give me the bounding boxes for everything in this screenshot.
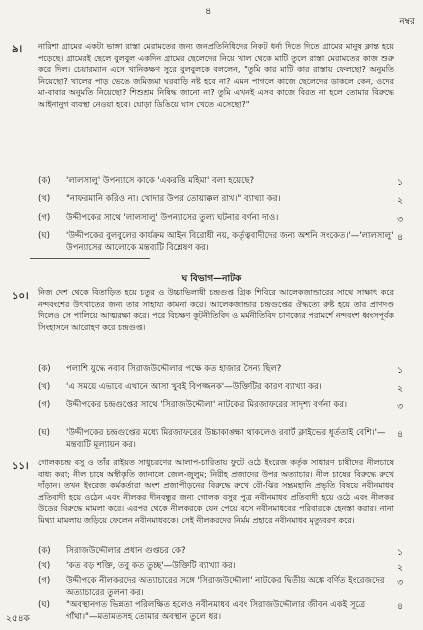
marks-value: ৩	[397, 578, 403, 588]
sub-text: উদ্দীপকে নীলকরদের অত্যাচারের সঙ্গে 'সিরাজউদ্দৌলা' নাটকের দ্বিতীয় অঙ্কে বর্ণিত ইংরেজদের অত্যাচারের তুলনা কর।	[66, 576, 385, 598]
sub-text: 'এ সময়ে এভাবে এখানে আসা খুবই বিপজ্জনক'—উক্তিটির কারণ ব্যাখ্যা কর।	[66, 382, 322, 392]
marks-value: ৪	[397, 602, 403, 612]
question-number: ১০।	[12, 291, 29, 302]
sub-label: (ঘ)	[38, 428, 50, 438]
question-stem: নিজ দেশ থেকে বিতাড়িত হয়ে চতুর ও উচ্চাভিলাষী চন্দ্রগুপ্ত গ্রিক শিবিরে আলেকজান্ডারের সাথে সাক্ষাৎ করে নন্দবংশের উৎখাতের জন্য তার সাহায্য কামনা করে। আলেকজান্ডার চন্দ্রগুপ্তের ঔদ্ধত্যে রুষ্ট হয়ে তার প্রাণদণ্ড দিলেও সে পালিয়ে আত্মরক্ষা করে। পরে বিচক্ষণ কূটনীতিবিদ ও মর্মনীতিবিদ চাণক্যের পরামর্শে নন্দবংশ ধ্বংসপূর্বক সিংহাসনে আরোহণ করে চন্দ্রগুপ্ত।	[38, 288, 394, 332]
sub-label: (ক)	[38, 176, 51, 186]
footer-code: ২৫৪ক	[6, 614, 30, 624]
sub-label: (ক)	[38, 364, 51, 374]
sub-label: (ঘ)	[38, 231, 50, 241]
question-stem: নারিশা গ্রামের একটা ভাঙ্গা রাস্তা মেরামতের জন্য জনপ্রতিনিধিদের নিকট ধর্না দিতে দিতে গ্রামের মানুষ ক্লান্ত হয়ে পড়েছে। গ্রামেরই ছেলে বুলবুল একদিন গ্রামের ছেলেদের নিয়ে খাল থেকে মাটি তুলে রাস্তা মেরামতের কাজ শুরু করে দিল। চেয়ারম্যান এসে খানিকক্ষণ সুরে বুলবুলকে বললেন, "তুমি কার মাটি কার রাস্তায় ফেলছো? অনুমতি নিয়েছো? খালের পাড় ভেঙে জমিজমা ঘরবাড়ি নষ্ট হবে না? এমন পাগলে কাজে ছেলেদের ডাকলে কেন, ওদের মা-বাবার অনুমতি নিয়েছো? শিশুশ্রম নিষিদ্ধ জানো না? তুমি এখনই এসব কাজে বিরত না হলে তোমার বিরুদ্ধে আইনানুগ ব্যবস্থা নেওয়া হবে। ঘোড়া ডিঙিয়ে ঘাস খেতে এসেছো?"	[38, 42, 394, 109]
section-title: ঘ বিভাগ—নাটক	[181, 274, 242, 284]
marks-value: ২	[397, 563, 403, 573]
sub-label: (ক)	[38, 546, 51, 556]
sub-label: (গ)	[38, 576, 51, 586]
sub-text: উদ্দীপকের চন্দ্রগুপ্তের সাথে 'সিরাজউদ্দৌলা' নাটকের মিরজাফরের সাদৃশ্য বর্ণনা কর।	[66, 400, 348, 410]
marks-value: ১	[397, 178, 403, 188]
marks-value: ৪	[397, 233, 403, 243]
sub-text: "নাফরমানি করিও না। খোদার উপর তোয়াক্কল রাখ।" ব্যাখ্যা কর।	[66, 194, 281, 204]
sub-label: (গ)	[38, 213, 51, 223]
sub-text: "অবস্থানগত ভিন্নতা পরিলক্ষিত হলেও নবীনমাধব এবং সিরাজউদ্দৌলার জীবন একই সূত্রে গাঁথা।"—মতামতসহ তোমার অবস্থান তুলে ধর।	[66, 600, 366, 622]
sub-text: পলাশি যুদ্ধে নবাব সিরাজউদ্দৌলার পক্ষে কত হাজার সৈন্য ছিল?	[66, 364, 282, 374]
page-number: ৪	[205, 6, 212, 17]
question-stem: গোলকচন্দ্র বসু ও তাঁর রাইয়ত সাধুচরণের আলাপ-চারিতায় ফুটে ওঠে ইংরেজ কর্তৃক সাধারণ চাষীদের নীলচাষে বাধ্য করা; নীল চাষে অস্বীকৃতি জানালে জেল-জুলুম; নিরীহ প্রজাদের উপর অত্যাচার। নীল চাষের বিরুদ্ধে রুখে দাঁড়ান। তখন ইংরেজ কর্মকর্তারা অংশ প্রজাপীড়নের বিরুদ্ধে রুখে বৌ-ঝির সম্ভ্রমহানি প্রভৃতি বিষয়ে নবীনমাধব প্রতিবাদী হয়ে ওঠেন এবং নীলকর দীনবন্ধুর জন্য গোলক বসুর পুত্র নবীনমাধব প্রতিবাদী হয়ে ওঠে এবং নীলকর উডের বিরুদ্ধে মামলা করে। এরপর থেকে নীলকরকে যেন পেয়ে বসে নবীনমাধবের পরিবারকে হেনস্তা করার। নানা মিথ্যা মামলায় জড়িয়ে ফেলেন নবীনমাধবকে। সেই নীলকরদের নির্মম প্রহারে নবীনমাধব মৃত্যুবরণ করে।	[38, 458, 394, 525]
marks-value: ২	[397, 384, 403, 394]
sub-text: 'উদ্দীপকের চন্দ্রগুপ্তের মধ্যে মিরজাফরের উচ্চাকাঙ্ক্ষা থাকলেও রবার্ট ক্লাইভের ধূর্ততাই বেশি।'—মন্তব্যটি মূল্যায়ন কর।	[66, 428, 386, 450]
marks-value: ১	[397, 366, 403, 376]
marks-header: নম্বর	[399, 17, 415, 27]
divider	[30, 258, 150, 259]
sub-text: 'লালসালু' উপন্যাসে কাকে 'একরত্তি মহিমা' বলা হয়েছে?	[66, 176, 255, 186]
sub-label: (খ)	[38, 194, 51, 204]
marks-value: ১	[397, 548, 403, 558]
marks-value: ২	[397, 196, 403, 206]
sub-label: (খ)	[38, 561, 51, 571]
sub-text: 'উদ্দীপকের বুলবুলের কার্যক্রম আইন বিরোধী নয়, কর্তৃত্ববাদীদের জন্য অশনি সংকেত।'—'লালসালু' উপন্যাসের আলোকে মন্তব্যটি বিশ্লেষণ কর।	[66, 231, 394, 253]
marks-value: ৩	[397, 402, 403, 412]
marks-value: ৩	[397, 215, 403, 225]
sub-text: উদ্দীপকের সাথে 'লালসালু' উপন্যাসের তুল্য ঘটনার বর্ণনা দাও।	[66, 213, 279, 223]
sub-text: 'কত বড় শক্তি, তবু কত তুচ্ছ'—উক্তিটি ব্যাখ্যা কর।	[66, 561, 236, 571]
question-number: ১১।	[12, 461, 29, 472]
sub-label: (খ)	[38, 382, 51, 392]
question-number: ৯।	[12, 44, 23, 55]
sub-label: (গ)	[38, 400, 51, 410]
marks-value: ৪	[397, 430, 403, 440]
sub-text: সিরাজউদ্দৌলার প্রধান গুপ্তচর কে?	[66, 546, 186, 556]
sub-label: (ঘ)	[38, 600, 50, 610]
